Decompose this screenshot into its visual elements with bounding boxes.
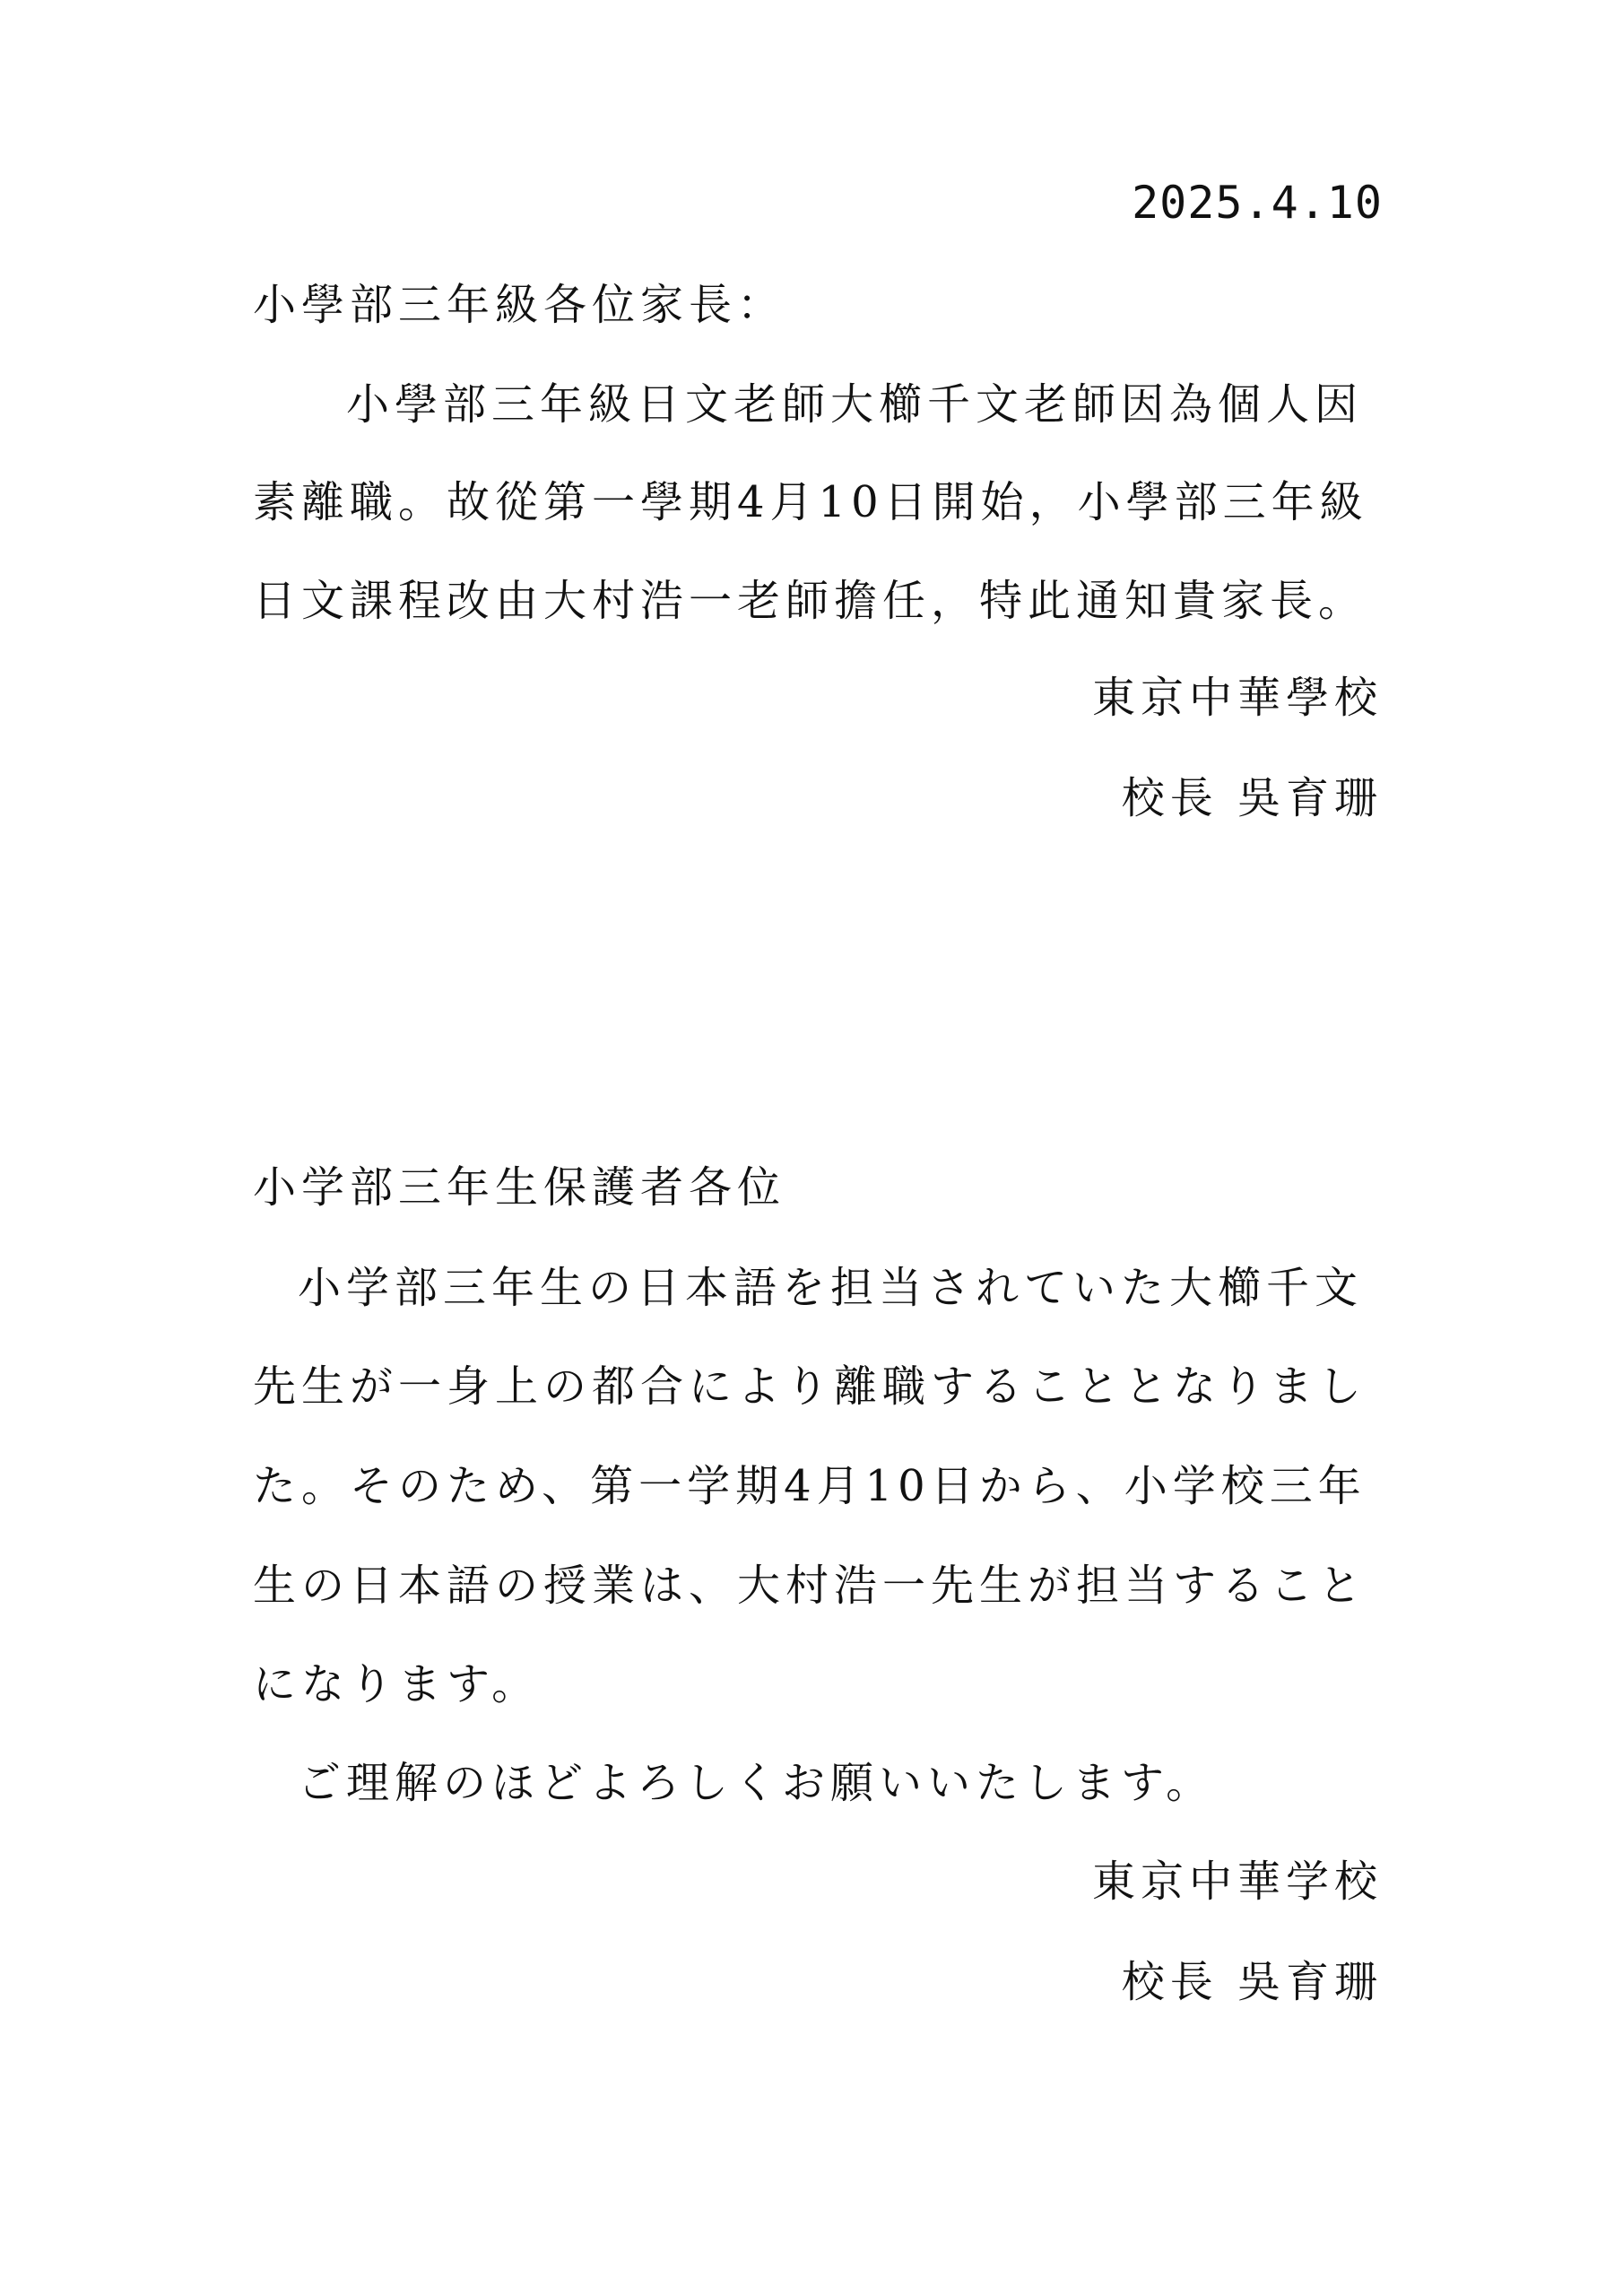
- japanese-body-line-2: 先生が一身上の都合により離職することとなりまし: [253, 1361, 1367, 1412]
- chinese-principal-signature: 校長 吳育珊: [1121, 773, 1383, 823]
- chinese-salutation: 小學部三年級各位家長：: [253, 280, 786, 330]
- japanese-salutation: 小学部三年生保護者各位: [253, 1162, 786, 1213]
- notice-date: 2025.4.10: [1132, 177, 1383, 229]
- chinese-body-line-3: 日文課程改由大村浩一老師擔任，特此通知貴家長。: [253, 576, 1367, 626]
- japanese-body-line-1: 小学部三年生の日本語を担当されていた大櫛千文: [298, 1263, 1364, 1313]
- chinese-body-line-1: 小學部三年級日文老師大櫛千文老師因為個人因: [346, 379, 1364, 430]
- japanese-body-line-5: になります。: [253, 1659, 541, 1709]
- japanese-body-line-4: 生の日本語の授業は、大村浩一先生が担当すること: [253, 1561, 1367, 1611]
- chinese-body-line-2: 素離職。故從第一學期4月10日開始，小學部三年級: [253, 477, 1368, 527]
- japanese-closing: ご理解のほどよろしくお願いいたします。: [298, 1758, 1215, 1808]
- japanese-school-name: 東京中華学校: [1091, 1857, 1383, 1907]
- chinese-school-name: 東京中華學校: [1091, 673, 1383, 723]
- japanese-principal-signature: 校長 吳育珊: [1121, 1957, 1383, 2007]
- japanese-body-line-3: た。そのため、第一学期4月10日から、小学校三年: [253, 1461, 1367, 1511]
